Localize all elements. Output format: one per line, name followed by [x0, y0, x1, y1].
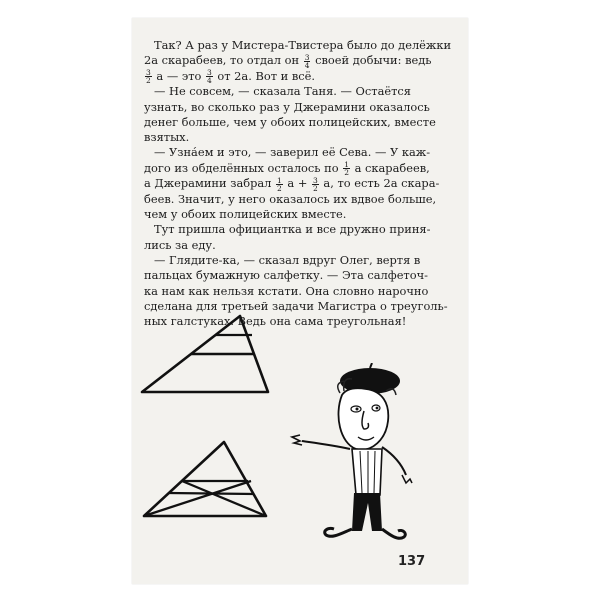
fraction: $\frac{1}{2}$ — [344, 160, 349, 178]
fraction: $\frac{3}{4}$ — [304, 52, 310, 70]
text-line: 2a скарабеев, то отдал он $\frac{3}{4}$ своей добычи: ведь — [144, 52, 432, 70]
fraction: $\frac{1}{2}$ — [277, 175, 282, 193]
fraction: $\frac{3}{4}$ — [207, 68, 212, 86]
text-line: — Не совсем, — сказала Таня. — Остаётся — [154, 84, 411, 99]
text-line: Так? А раз у Мистера-Твистера было до делёжки — [154, 38, 452, 52]
paragraph — [144, 145, 444, 222]
paragraph — [144, 38, 452, 86]
fraction: $\frac{3}{2}$ — [313, 175, 318, 193]
triangle-figure-top — [136, 308, 276, 398]
text-line: сделана для третьей задачи Магистра о треуголь- — [144, 298, 448, 313]
text-line: — Узна́ем и это, — заверил её Сева. — У каж- — [154, 145, 431, 160]
text-line: узнать, во сколько раз у Джерамини оказалось — [144, 99, 430, 114]
book-page — [132, 18, 468, 584]
text-line: дого из обделённых осталось по $\frac{1}{2}$ a скарабеев, — [144, 160, 430, 178]
text-line: $\frac{3}{2}$ a — это $\frac{3}{4}$ от 2a. Вот и всё. — [146, 68, 315, 86]
text-line: чем у обоих полицейских вместе. — [144, 207, 347, 222]
text-line: — Глядите-ка, — сказал вдруг Олег, вертя в — [154, 252, 421, 267]
cartoon-character-illustration — [282, 363, 422, 553]
page-number: 137 — [398, 554, 426, 569]
text-line: лись за еду. — [144, 237, 216, 252]
paragraph — [144, 222, 444, 253]
text-line: пальцах бумажную салфетку. — Эта салфеточ- — [144, 268, 428, 283]
paragraph — [144, 84, 444, 145]
text-line: а Джерамини забрал $\frac{1}{2}$ a + $\frac{3}{2}$ a, то есть 2a скара- — [144, 175, 440, 193]
triangle-figure-bottom — [138, 438, 278, 524]
text-line: беев. Значит, у него оказалось их вдвое больше, — [144, 191, 437, 206]
text-line: денег больше, чем у обоих полицейских, вместе — [144, 114, 436, 129]
text-line: взятых. — [144, 130, 190, 145]
body-text — [144, 38, 452, 329]
fraction: $\frac{3}{2}$ — [146, 68, 151, 86]
text-line: ных галстуках. Ведь она сама треугольная! — [144, 314, 407, 329]
text-line: ка нам как нельзя кстати. Она словно нарочно — [144, 283, 429, 298]
text-line: Тут пришла официантка и все дружно приня- — [154, 222, 431, 237]
